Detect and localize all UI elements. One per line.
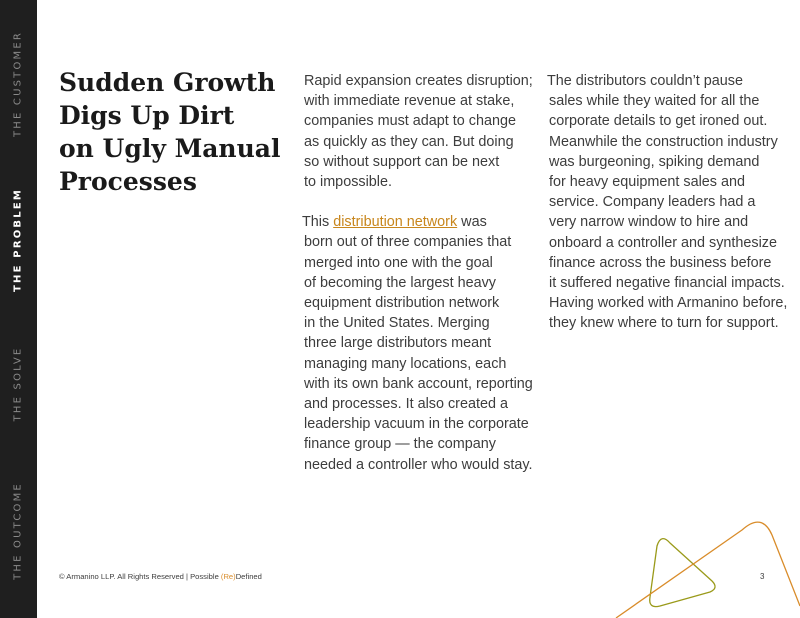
- text-line: very narrow window to hire and: [549, 214, 749, 231]
- re-accent-text: (Re): [220, 572, 236, 581]
- copyright-text: © Armanino LLP. All Rights Reserved | Possible: [59, 572, 221, 581]
- text-line: leadership vacuum in the corporate: [304, 416, 529, 433]
- text-line: corporate details to get ironed out.: [549, 113, 768, 130]
- sidebar-item-the-customer[interactable]: THE CUSTOMER: [12, 30, 24, 138]
- text-line: and processes. It also created a: [304, 396, 508, 413]
- title-line: Digs Up Dirt: [59, 101, 235, 130]
- text-line: needed a controller who would stay.: [304, 456, 533, 473]
- orange-triangle-outline: [616, 522, 800, 618]
- text-line: Rapid expansion creates disruption;: [304, 73, 533, 89]
- distribution-network-link[interactable]: distribution network: [333, 214, 458, 231]
- page-number: 3: [760, 572, 765, 581]
- text-line: of becoming the largest heavy: [304, 274, 496, 291]
- text-line: for heavy equipment sales and: [549, 174, 745, 191]
- text-line: with its own bank account, reporting: [304, 375, 533, 392]
- text-line: merged into one with the goal: [304, 254, 493, 271]
- text-line: onboard a controller and synthesize: [549, 234, 777, 251]
- sidebar-item-the-problem[interactable]: THE PROBLEM: [12, 187, 24, 293]
- olive-triangle-outline: [650, 539, 715, 607]
- text-line: three large distributors meant: [304, 335, 492, 352]
- text-line: companies must adapt to change: [304, 113, 516, 130]
- text-line: to impossible.: [304, 174, 392, 191]
- text-line: The distributors couldn’t pause: [547, 73, 743, 89]
- sidebar-item-the-outcome[interactable]: THE OUTCOME: [12, 482, 24, 580]
- text-line: finance across the business before: [549, 254, 772, 271]
- footer-copyright: [59, 572, 262, 581]
- text-fragment: was: [457, 214, 487, 231]
- text-line: sales while they waited for all the: [549, 93, 760, 110]
- text-line: as quickly as they can. But doing: [304, 133, 514, 150]
- text-line: born out of three companies that: [304, 234, 512, 251]
- text-line: equipment distribution network: [304, 295, 500, 312]
- text-line: managing many locations, each: [304, 355, 507, 372]
- text-line: in the United States. Merging: [304, 315, 490, 332]
- text-line: it suffered negative financial impacts.: [549, 275, 785, 292]
- text-line: finance group — the company: [304, 436, 496, 453]
- text-line: Meanwhile the construction industry: [549, 133, 778, 150]
- text-line: so without support can be next: [304, 153, 500, 170]
- text-line: with immediate revenue at stake,: [304, 93, 515, 110]
- text-line: was burgeoning, spiking demand: [549, 153, 760, 170]
- sidebar-item-the-solve[interactable]: THE SOLVE: [12, 346, 24, 422]
- title-line: Sudden Growth: [59, 68, 276, 97]
- title-line: on Ugly Manual: [59, 134, 281, 163]
- text-line: they knew where to turn for support.: [549, 315, 779, 332]
- defined-text: Defined: [235, 572, 262, 581]
- title-line: Processes: [59, 167, 197, 196]
- text-line: Having worked with Armanino before,: [549, 295, 788, 312]
- text-fragment: This: [302, 214, 334, 231]
- text-line: service. Company leaders had a: [549, 194, 756, 211]
